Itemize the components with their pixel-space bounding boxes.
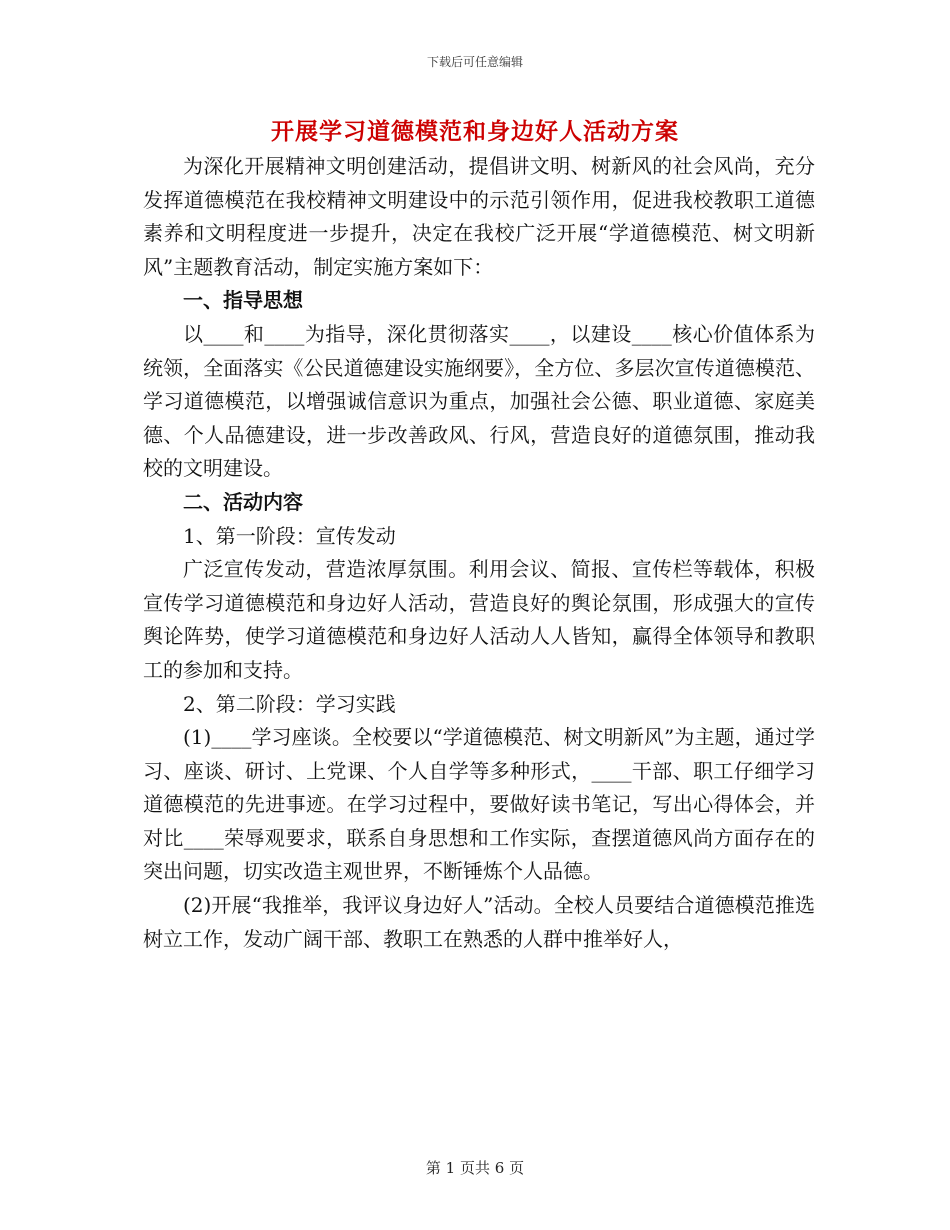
section1-heading: 一、指导思想 [183, 288, 303, 313]
header-note: 下载后可任意编辑 [426, 55, 523, 69]
stage2-item2-paragraph: (2)开展“我推举，我评议身边好人”活动。全校人员要结合道德模范推选树立工作，发动广阔干部、教职工在熟悉的人群中推举好人， [143, 893, 815, 951]
stage2-item1-paragraph: (1)____学习座谈。全校要以“学道德模范、树文明新风”为主题，通过学习、座谈、研讨、上党课、个人自学等多种形式，____干部、职工仔细学习道德模范的先进事迹。在学习过程中，要做好读书笔记，写出心得体会，并对比____荣辱观要求，联系自身思想和工作实际，查摆道德风尚方面存在的突出问题，切实改造主观世界，不断锤炼个人品德。 [143, 725, 815, 884]
section1-paragraph: 以____和____为指导，深化贯彻落实____，以建设____核心价值体系为统领，全面落实《公民道德建设实施纲要》，全方位、多层次宣传道德模范、学习道德模范，以增强诚信意识为重点，加强社会公德、职业道德、家庭美德、个人品德建设，进一步改善政风、行风，营造良好的道德氛围，推动我校的文明建设。 [143, 321, 815, 481]
page-footer: 第 1 页共 6 页 [425, 1159, 525, 1177]
document-title: 开展学习道德模范和身边好人活动方案 [271, 118, 679, 145]
stage2-title: 2、第二阶段：学习实践 [183, 691, 396, 716]
section2-heading: 二、活动内容 [183, 489, 303, 514]
stage1-paragraph: 广泛宣传发动，营造浓厚氛围。利用会议、简报、宣传栏等载体，积极宣传学习道德模范和身边好人活动，营造良好的舆论氛围，形成强大的宣传舆论阵势，使学习道德模范和身边好人活动人人皆知，赢得全体领导和教职工的参加和支持。 [143, 557, 815, 682]
stage1-title: 1、第一阶段：宣传发动 [183, 523, 396, 548]
document-body [143, 150, 815, 956]
intro-paragraph: 为深化开展精神文明创建活动，提倡讲文明、树新风的社会风尚，充分发挥道德模范在我校精神文明建设中的示范引领作用，促进我校教职工道德素养和文明程度进一步提升，决定在我校广泛开展“学道德模范、树文明新风”主题教育活动，制定实施方案如下： [143, 154, 815, 279]
